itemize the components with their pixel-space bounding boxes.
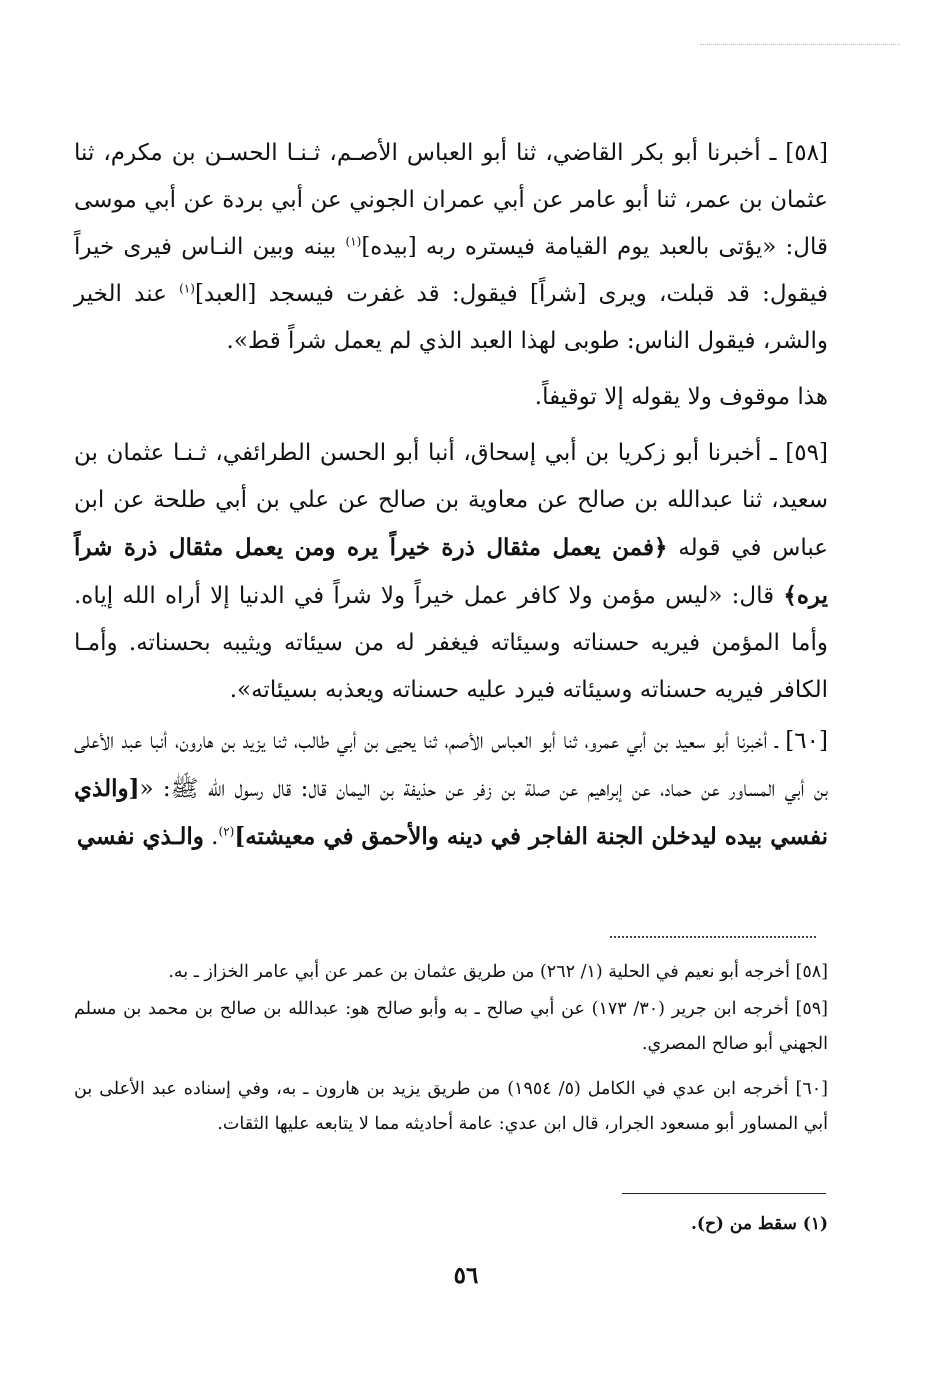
hadith-58 bbox=[74, 130, 828, 365]
hadith-59-text-1: [٥٩] ـ أخبرنا أبو زكريا بن أبي إسحاق، أنبا أبو الحسن الطرائفي، ثـنـا عثمان بن سعيد، ثنا عبدالله بن صالح عن معاوية بن صالح عن علي بن أبي طلحة عن ابن عباس في قوله bbox=[74, 440, 829, 561]
hadith-58-text-3: عند الخير والشر، فيقول الناس: طوبى لهذا العبد الذي لم يعمل شراً قط». bbox=[74, 281, 828, 354]
footnote-59: [٥٩] أخرجه ابن جرير (٣٠/ ١٧٣) عن أبي صالح ـ به وأبو صالح هو: عبدالله بن صالح بن محمد بن مسلم الجهني أبو صالح المصري. bbox=[74, 999, 828, 1054]
hadith-58-comment: هذا موقوف ولا يقوله إلا توقيفاً. bbox=[534, 384, 828, 410]
quran-verse: ﴿فمن يعمل مثقال ذرة خيراً يره ومن يعمل مثقال ذرة شراً يره﴾ bbox=[74, 534, 828, 609]
margin-note: (١) سقط من (ح). bbox=[691, 1214, 828, 1234]
hadith-58-text-2: بينه وبين النـاس فيرى خيراً فيقول: قد قبلت، ويرى [شراً] فيقول: قد غفرت فيسجد [العبد] bbox=[74, 234, 828, 307]
hadith-60-quote: [والذي نفسي بيده ليدخلن الجنة الفاجر في دينه والأحمق في معيشته] bbox=[74, 775, 828, 850]
note-ref: (١) bbox=[345, 234, 362, 249]
hadith-58-text-1: [٥٨] ـ أخبرنا أبو بكر القاضي، ثنا أبو العباس الأصـم، ثـنـا الحسـن بن مكرم، ثنا عثمان بن عمر، ثنا أبو عامر عن أبي عمران الجوني عن أبي بردة عن أبي موسى قال: «يؤتى بالعبد يوم القيامة فيستره ربه [بيده] bbox=[74, 140, 828, 260]
hadith-59 bbox=[74, 430, 828, 714]
hadith-60-text-2: . bbox=[203, 824, 219, 850]
hadith-60-text-1: [٦٠] ـ أخبرنا أبو سعيد بن أبي عمرو، ثنا أبو العباس الأصم، ثنا يحيى بن أبي طالب، ثنا يزيد بن هارون، أنبا عبد الأعلى بن أبي المساور عن حماد، عن إبراهيم عن صلة بن زفر عن حذيفة بن اليمان قال: قال رسول الله ﷺ: « bbox=[74, 728, 828, 802]
footnote-58: [٥٨] أخرجه أبو نعيم في الحلية (١/ ٢٦٢) من طريق عثمان بن عمر عن أبي عامر الخزاز ـ به. bbox=[168, 962, 828, 982]
hadith-60 bbox=[74, 718, 828, 861]
footnote-separator bbox=[610, 936, 816, 938]
margin-note-separator bbox=[622, 1193, 826, 1194]
scan-artifact-line bbox=[700, 44, 900, 45]
page-number: ٥٦ bbox=[453, 1262, 479, 1289]
note-ref: (١) bbox=[179, 281, 195, 296]
hadith-60-quote-continued: والـذي نفسي bbox=[76, 823, 204, 850]
footnote-60: [٦٠] أخرجه ابن عدي في الكامل (٥/ ١٩٥٤) من طريق يزيد بن هارون ـ به، وفي إسناده عبد الأعلى بن أبي المساور أبو مسعود الجرار، قال ابن عدي: عامة أحاديثه مما لا يتابعه عليها الثقات. bbox=[74, 1079, 828, 1134]
note-ref: (٢) bbox=[218, 824, 235, 839]
hadith-59-text-2: قال: «ليس مؤمن ولا كافر عمل خيراً ولا شراً في الدنيا إلا أراه الله إياه. وأما المؤمن فيريه حسناته وسيئاته فيغفر له من سيئاته ويثيبه بحسناته. وأمـا الكافر فيريه حسناته وسيئاته فيرد عليه حسناته ويعذبه بسيئاته». bbox=[74, 583, 828, 703]
